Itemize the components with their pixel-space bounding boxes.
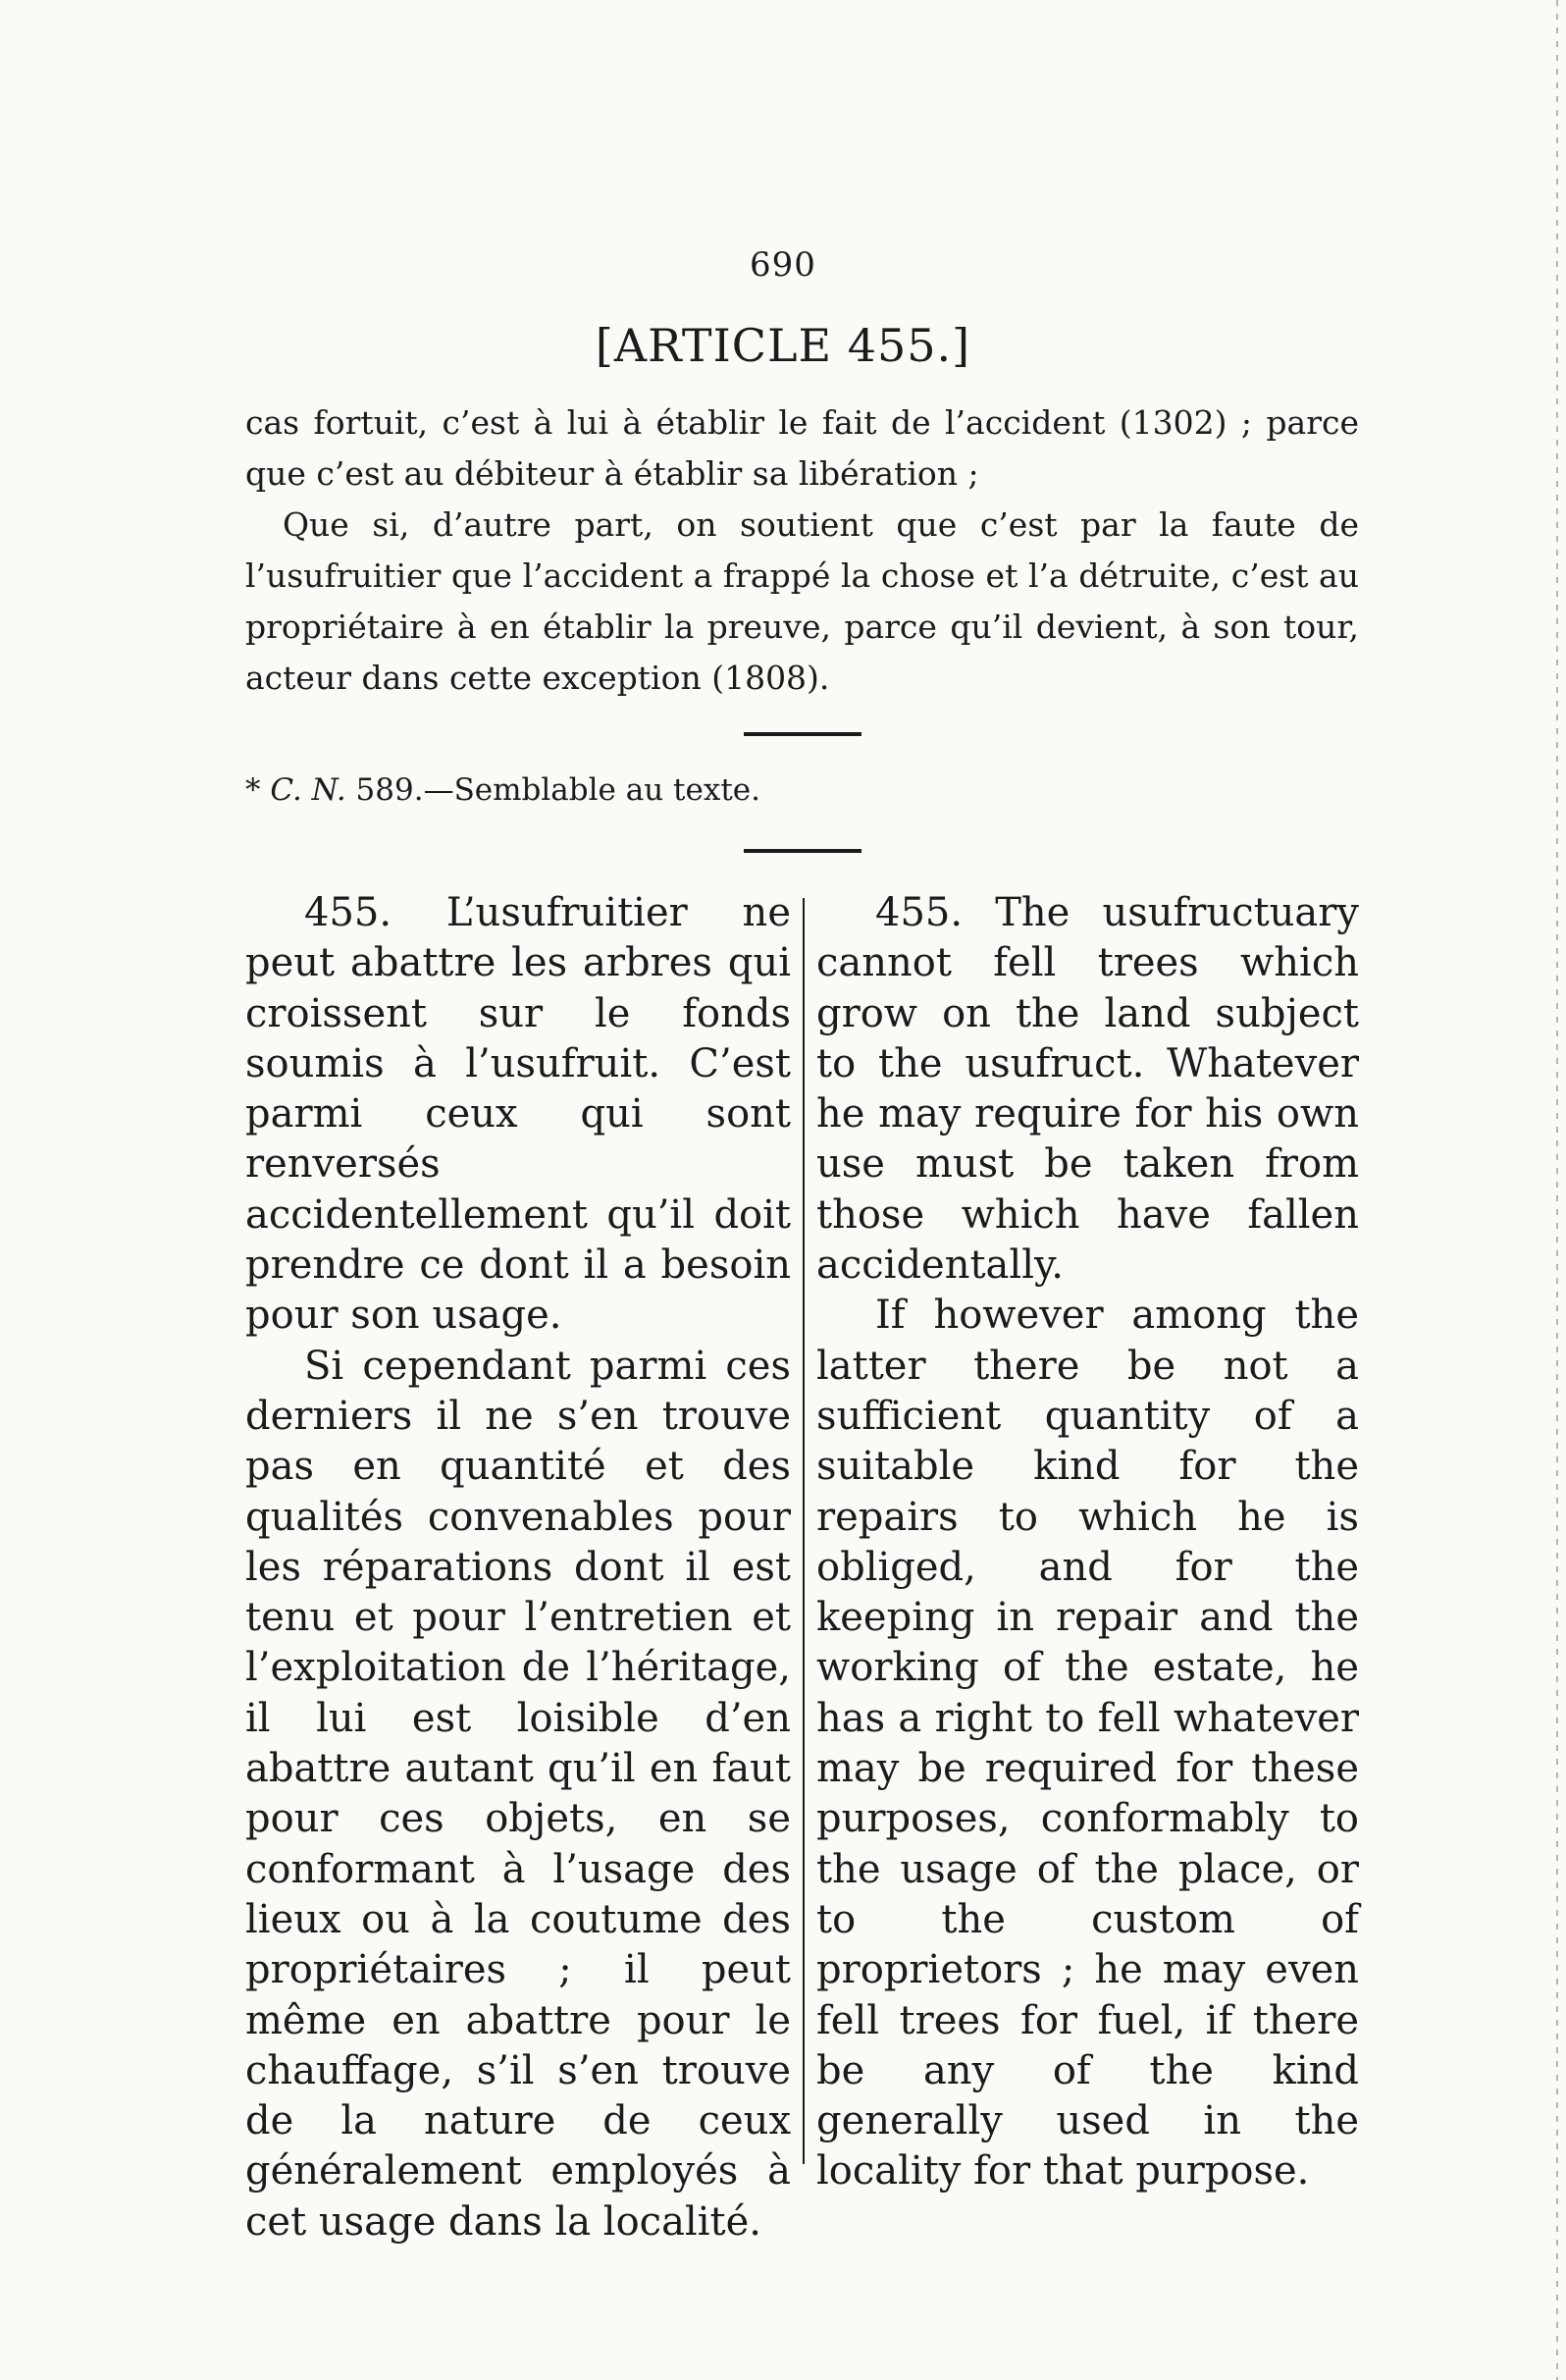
page-edge (1556, 0, 1558, 2380)
commentary-paragraph-1: cas fortuit, c’est à lui à établir le fait de l’accident (1302) ; parce que c’est au débiteur à établir sa libération ; (245, 403, 1359, 493)
section-divider-bottom (744, 849, 861, 853)
french-paragraph-2: Si cependant parmi ces derniers il ne s’en trouve pas en quantité et des qualités convenables pour les réparations dont il est tenu et pour l’entretien et l’exploitation de l’héritage, il lui est loisible d’en abattre autant qu’il en faut pour ces objets, en se conformant à l’usage des lieux ou à la coutume des propriétaires ; il peut même en abattre pour le chauffage, s’il s’en trouve de la nature de ceux généralement employés à cet usage dans la localité. (245, 1343, 791, 2245)
commentary-paragraph-2: Que si, d’autre part, on soutient que c’est par la faute de l’usufruitier que l’accident a frappé la chose et l’a détruite, c’est au propriétaire à en établir la preuve, parce qu’il devient, à son tour, acteur dans cette exception (1808). (245, 505, 1359, 697)
commentary-text (245, 397, 1359, 704)
english-column (816, 888, 1359, 2197)
footnote-text: 589.—Semblable au texte. (345, 772, 760, 808)
column-divider (803, 898, 805, 2164)
footnote-reference: C. N. (270, 772, 346, 808)
french-paragraph-1: 455. L’usufruitier ne peut abattre les arbres qui croissent sur le fonds soumis à l’usufruit. C’est parmi ceux qui sont renversés accidentellement qu’il doit prendre ce dont il a besoin pour son usage. (245, 890, 791, 1339)
section-divider-top (744, 732, 861, 736)
article-title: [ARTICLE 455.] (595, 319, 971, 372)
french-column (245, 888, 791, 2248)
english-paragraph-1: 455. The usufructuary cannot fell trees which grow on the land subject to the usufruct. Whatever he may require for his own use must be taken from those which have fallen accidentally. (816, 890, 1359, 1289)
footnote (245, 772, 1359, 808)
article-columns (245, 888, 1359, 2245)
english-paragraph-2: If however among the latter there be not a sufficient quantity of a suitable kind for the repairs to which he is obliged, and for the keeping in repair and the working of the estate, he has a right to fell whatever may be required for these purposes, conformably to the usage of the place, or to the custom of proprietors ; he may even fell trees for fuel, if there be any of the kind generally used in the locality for that purpose. (816, 1293, 1359, 2195)
page-number: 690 (750, 245, 816, 285)
footnote-marker: * (245, 772, 271, 808)
